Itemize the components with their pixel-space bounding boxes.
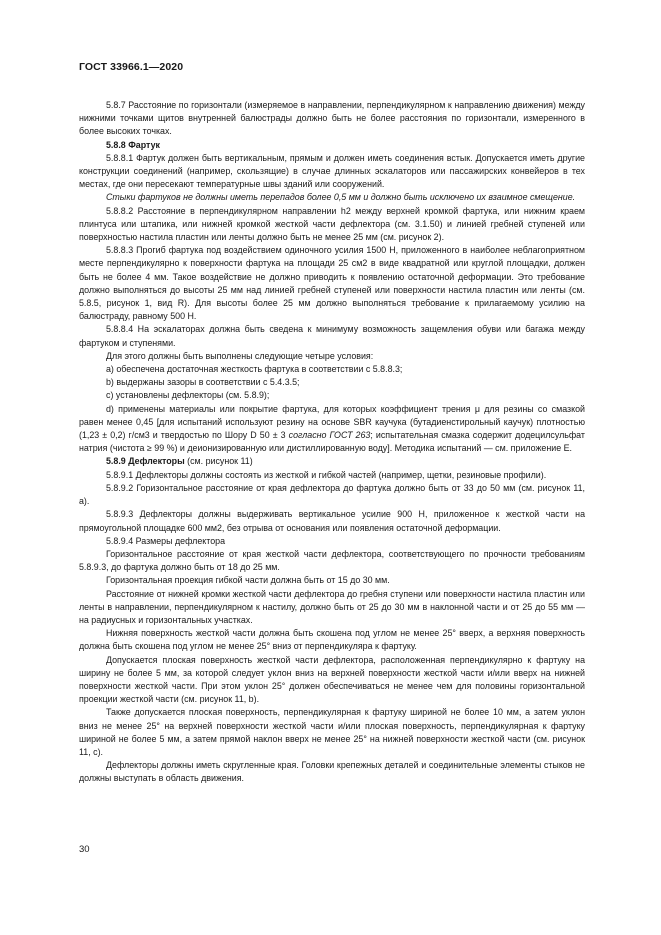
paragraph-bevel-angles: Нижняя поверхность жесткой части должна быть скошена под углом не менее 25° вверх, а верхняя поверхность должна быть скошена под углом не менее 25° вниз от перпендикуляра к фартуку. [79,628,585,652]
paragraph-5-8-7: 5.8.7 Расстояние по горизонтали (измеряемое в направлении, перпендикулярном к направлению движения) между нижними точками щитов внутренней балюстрады должно быть не более расстояния по горизонтали, измеренного в более высоких точках. [79,100,585,137]
paragraph-5-8-8-1: 5.8.8.1 Фартук должен быть вертикальным, прямым и должен иметь соединения встык. Допускается иметь другие конструкции соединений (например, скользящие) в случае длинных эскалаторов или пассажирских конвейеров в тех местах, где они пересекают температурные швы зданий или сооружений. [79,152,585,190]
paragraph-flat-surface-10mm: Также допускается плоская поверхность, перпендикулярная к фартуку шириной не более 10 мм, а затем уклон вниз не менее 25° на верхней поверхности жесткой части и/или плоская поверхность, перпендикулярная к фартуку шириной не более 5 мм, а затем прямой наклон вверх не менее 25° на нижней поверхности жесткой части (см. рисунок 11, с). [79,707,585,757]
paragraph-lower-edge-distance: Расстояние от нижней кромки жесткой части дефлектора до гребня ступени или поверхности настила пластин или ленты в направлении, перпендикулярном к настилу, должно быть от 25 до 30 мм в наклонной части и от 25 до 55 мм — на радиусных и горизонтальных участках. [79,588,585,625]
paragraph-conditions-intro: Для этого должны быть выполнены следующие четыре условия: [106,350,374,361]
paragraph-joints-note: Стыки фартуков не должны иметь перепадов более 0,5 мм и должно быть исключено их взаимное смещение. [106,192,576,203]
page-number: 30 [79,844,90,855]
paragraph-5-8-8-4: 5.8.8.4 На эскалаторах должна быть сведена к минимуму возможность защемления обуви или багажа между фартуком и ступенями. [79,324,585,348]
paragraph-5-8-8-3: 5.8.8.3 Прогиб фартука под воздействием одиночного усилия 1500 Н, приложенного в наиболее неблагоприятном месте перпендикулярно к поверхности фартука на площади 25 см2 в виде квадратной или круглой площадки, должен быть не более 4 мм. Такое воздействие не должно приводить к появлению остаточной деформации. Это требование должно выполняться до высоты 25 мм над линией гребней ступеней или поверхности настила пластин или ленты (см. 5.8.5, рисунок 1, вид R). Для высоты более 25 мм должно выполняться требование к прилагаемому усилию на балюстраду, равному 500 Н. [79,245,585,322]
heading-5-8-9: 5.8.9 Дефлекторы (см. рисунок 11) [106,456,253,467]
paragraph-rounded-edges: Дефлекторы должны иметь скругленные края. Головки крепежных деталей и соединительные элементы стыков не должны выступать в область движения. [79,760,585,784]
list-item-a: а) обеспечена достаточная жесткость фартука в соответствии с 5.8.8.3; [106,364,403,375]
paragraph-5-8-9-3: 5.8.9.3 Дефлекторы должны выдерживать вертикальное усилие 900 Н, приложенное к жесткой части на прямоугольной площадке 600 мм2, без отрыва от основания или появления остаточной деформации. [79,509,585,533]
paragraph-flexible-projection: Горизонтальная проекция гибкой части должна быть от 15 до 30 мм. [106,575,390,586]
paragraph-5-8-8-2: 5.8.8.2 Расстояние в перпендикулярном направлении h2 между верхней кромкой фартука, или нижним краем плинтуса или штапика, или нижней кромкой жесткой части дефлектора (см. 3.1.50) и линией гребней ступеней или поверхностью настила пластин или ленты должно быть не менее 25 мм (см. рисунок 2). [79,205,585,243]
list-item-b: b) выдержаны зазоры в соответствии с 5.4.3.5; [106,377,300,388]
heading-5-8-8: 5.8.8 Фартук [106,139,160,150]
standard-header: ГОСТ 33966.1—2020 [79,61,184,73]
document-body [79,99,585,786]
paragraph-5-8-9-4: 5.8.9.4 Размеры дефлектора [106,535,226,546]
paragraph-5-8-9-2: 5.8.9.2 Горизонтальное расстояние от края дефлектора до фартука должно быть от 33 до 50 мм (см. рисунок 11, а). [79,482,585,507]
paragraph-5-8-9-1: 5.8.9.1 Дефлекторы должны состоять из жесткой и гибкой частей (например, щетки, резиновые профили). [106,469,547,480]
list-item-d: d) применены материалы или покрытие фартука, для которых коэффициент трения μ для резины со смазкой равен менее 0,45 [для испытаний используют резину на основе SBR каучука (бутадиенстирольный каучук) плотностью (1,23 ± 0,2) г/см3 и твердостью по Шору D 50 ± 3 согласно ГОСТ 263; испытательная смазка содержит додецилсульфат натрия (чистота ≥ 99 %) и деионизированную или дистиллированную воду]. Методика испытаний — см. приложение Е. [79,403,585,454]
paragraph-flat-surface-5mm: Допускается плоская поверхность жесткой части дефлектора, расположенная перпендикулярно к фартуку на ширину не более 5 мм, за которой следует уклон вниз на верхней поверхности жесткой части и/или вверх на нижней поверхности жесткой части. При этом уклон 25° должен обеспечиваться не менее чем для половины горизонтальной проекции жесткой части (см. рисунок 11, b). [79,654,585,705]
list-item-c: c) установлены дефлекторы (см. 5.8.9); [106,390,270,401]
paragraph-rigid-distance: Горизонтальное расстояние от края жесткой части дефлектора, соответствующего по прочности требованиям 5.8.9.3, до фартука должно быть от 18 до 25 мм. [79,548,585,573]
